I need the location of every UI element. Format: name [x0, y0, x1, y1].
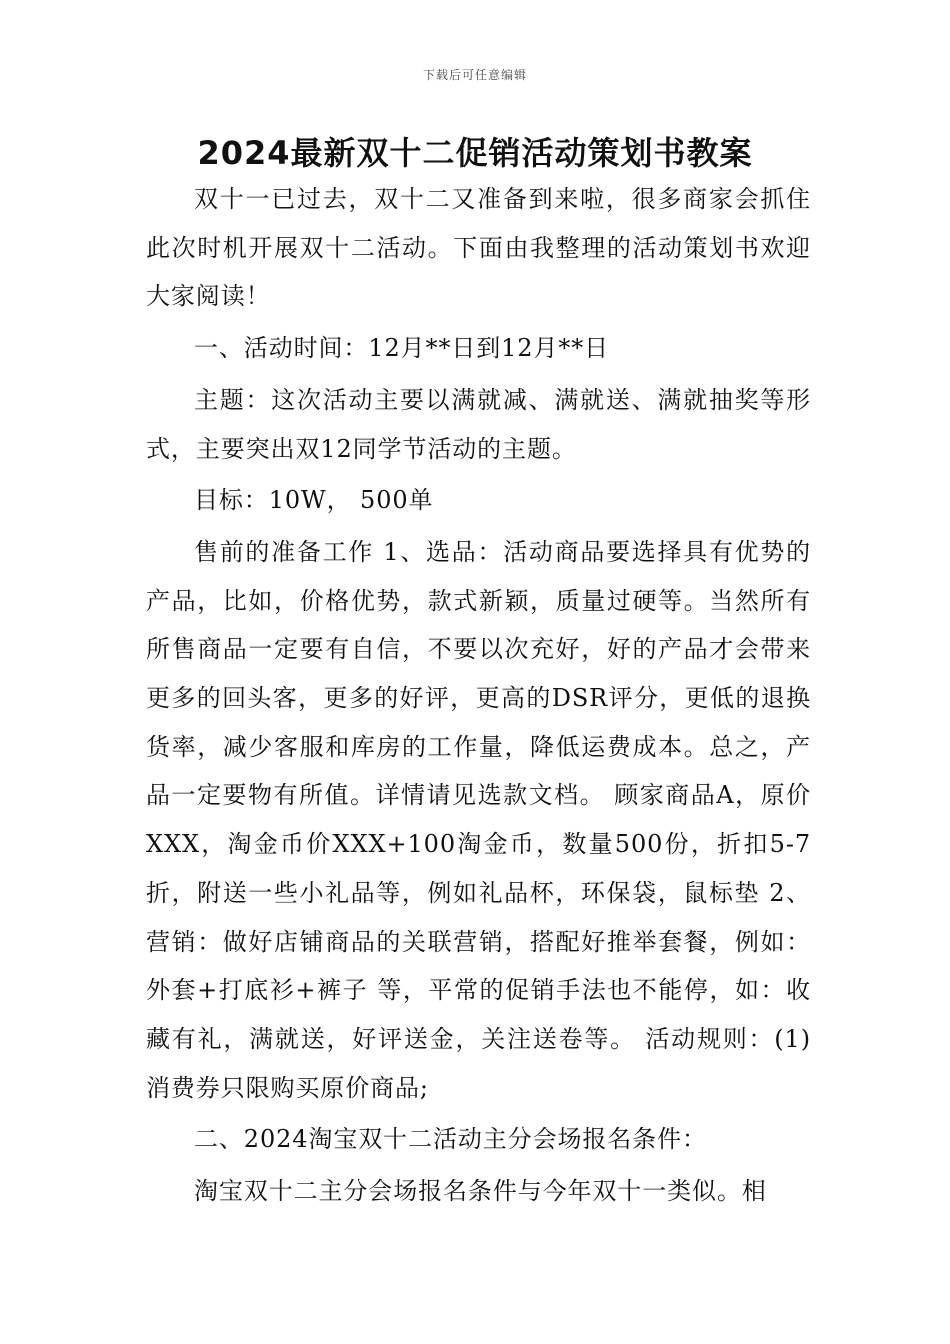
paragraph-section-two-heading: 二、2024淘宝双十二活动主分会场报名条件： — [194, 1125, 707, 1154]
paragraph-intro: 双十一已过去，双十二又准备到来啦，很多商家会抓住此次时机开展双十二活动。下面由我整理的活动策划书欢迎大家阅读！ — [146, 185, 811, 311]
document-title: 2024最新双十二促销活动策划书教案 — [197, 134, 753, 172]
paragraph-registration: 淘宝双十二主分会场报名条件与今年双十一类似。相 — [194, 1177, 767, 1206]
paragraph-activity-time: 一、活动时间：12月**日到12月**日 — [194, 334, 610, 363]
paragraph-preparation: 售前的准备工作 1、选品：活动商品要选择具有优势的产品，比如，价格优势，款式新颖，质量过硬等。当然所有所售商品一定要有自信，不要以次充好，好的产品才会带来更多的回头客，更多的好评，更高的DSR评分，更低的退换货率，减少客服和库房的工作量，降低运费成本。总之，产品一定要物有所值。详情请见选款文档。 顾家商品A，原价XXX，淘金币价XXX+100淘金币，数量500份，折扣5-7折，附送一些小礼品等，例如礼品杯，环保袋，鼠标垫 2、营销：做好店铺商品的关联营销，搭配好推举套餐，例如：外套+打底衫+裤子 等，平常的促销手法也不能停，如：收藏有礼，满就送，好评送金，关注送卷等。 活动规则：(1)消费券只限购买原价商品; — [146, 537, 811, 1102]
document-body — [146, 175, 811, 1216]
paragraph-theme: 主题：这次活动主要以满就减、满就送、满就抽奖等形式，主要突出双12同学节活动的主题。 — [146, 385, 811, 463]
header-note: 下载后可任意编辑 — [422, 68, 527, 82]
paragraph-goal: 目标：10W， 500单 — [194, 486, 434, 515]
